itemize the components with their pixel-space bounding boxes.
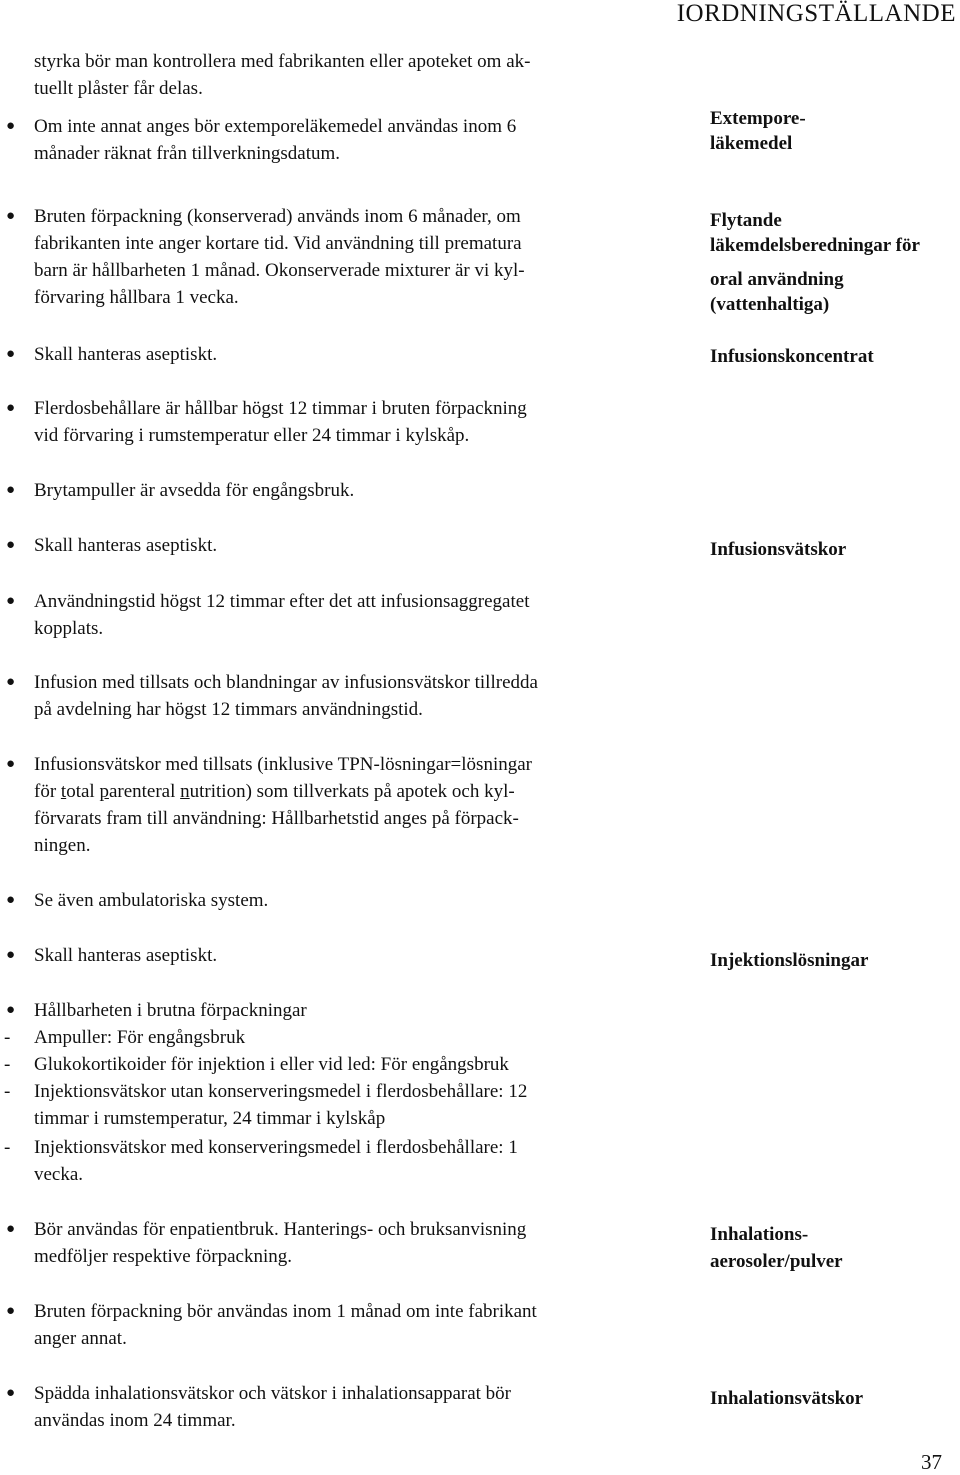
text-line: Spädda inhalationsvätskor och vätskor i inhalationsapparat bör [34, 1383, 511, 1404]
dash-icon: - [4, 1081, 11, 1102]
heading-line: läkemedel [710, 133, 793, 154]
text-line: ningen. [34, 835, 91, 856]
bullet-icon: ● [6, 1303, 16, 1319]
bullet-icon: ● [6, 208, 16, 224]
heading-line: Inhalations- [710, 1224, 809, 1245]
underlined-letter: t [60, 781, 67, 802]
text-line: Flerdosbehållare är hållbar högst 12 timmar i bruten förpackning [34, 398, 527, 419]
text-line: anger annat. [34, 1328, 127, 1349]
heading-line: aerosoler/pulver [710, 1251, 843, 1272]
dash-icon: - [4, 1054, 11, 1075]
bullet-item [34, 341, 594, 368]
dash-item [34, 1134, 594, 1188]
text-line: Hållbarheten i brutna förpackningar [34, 1000, 307, 1021]
heading-line: Inhalationsvätskor [710, 1388, 864, 1409]
bullet-item [34, 1298, 594, 1352]
text-line: Användningstid högst 12 timmar efter det att infusionsaggregatet [34, 591, 530, 612]
text-line: Skall hanteras aseptiskt. [34, 344, 218, 365]
bullet-icon: ● [6, 892, 16, 908]
underlined-letter: n [180, 781, 190, 802]
text-line: användas inom 24 timmar. [34, 1410, 236, 1431]
bullet-item [34, 1380, 594, 1434]
bullet-icon: ● [6, 1385, 16, 1401]
text-fragment: otal [66, 781, 100, 802]
underlined-letter: p [99, 781, 109, 802]
bullet-item [34, 751, 594, 859]
bullet-icon: ● [6, 593, 16, 609]
section-heading-inhalationsaerosoler [710, 1222, 960, 1274]
section-heading-extempore [710, 106, 960, 156]
text-line: förvarats fram till användning: Hållbarhetstid anges på förpack- [34, 808, 519, 829]
section-heading-inhalationsvatskor [710, 1386, 960, 1411]
dash-icon: - [4, 1027, 11, 1048]
text-line: på avdelning har högst 12 timmars användningstid. [34, 699, 423, 720]
dash-item [34, 1078, 594, 1132]
bullet-icon: ● [6, 947, 16, 963]
heading-line: Injektionslösningar [710, 950, 869, 971]
bullet-icon: ● [6, 674, 16, 690]
text-fragment: utrition) som tillverkats på apotek och kyl- [189, 781, 515, 802]
page-number: 37 [921, 1450, 942, 1474]
bullet-icon: ● [6, 346, 16, 362]
text-line: kopplats. [34, 618, 104, 639]
bullet-icon: ● [6, 1221, 16, 1237]
text-line: Skall hanteras aseptiskt. [34, 535, 218, 556]
text-line: Bruten förpackning (konserverad) används inom 6 månader, om [34, 206, 521, 227]
text-fragment: arenteral [108, 781, 181, 802]
bullet-item [34, 669, 594, 723]
text-line: Om inte annat anges bör extemporeläkemedel användas inom 6 [34, 116, 517, 137]
bullet-item [34, 113, 594, 167]
text-line: Brytampuller är avsedda för engångsbruk. [34, 480, 355, 501]
text-line: vecka. [34, 1164, 84, 1185]
dash-item [34, 1051, 594, 1078]
text-line: styrka bör man kontrollera med fabrikanten eller apoteket om ak- [34, 51, 531, 72]
heading-line: läkemdelsberedningar för [710, 235, 920, 256]
continuation-text [34, 48, 594, 102]
section-heading-flytande [710, 208, 960, 317]
section-heading-infusionskoncentrat [710, 344, 960, 369]
text-line: vid förvaring i rumstemperatur eller 24 timmar i kylskåp. [34, 425, 470, 446]
bullet-icon: ● [6, 537, 16, 553]
text-line: barn är hållbarheten 1 månad. Okonserverade mixturer är vi kyl- [34, 260, 525, 281]
heading-line: oral användning [710, 269, 844, 290]
bullet-icon: ● [6, 756, 16, 772]
text-line: förvaring hållbara 1 vecka. [34, 287, 239, 308]
text-line: Infusion med tillsats och blandningar av infusionsvätskor tillredda [34, 672, 538, 693]
text-line: tuellt plåster får delas. [34, 78, 203, 99]
text-line: Glukokortikoider för injektion i eller vid led: För engångsbruk [34, 1054, 509, 1075]
text-line: Skall hanteras aseptiskt. [34, 945, 218, 966]
text-line: Se även ambulatoriska system. [34, 890, 269, 911]
section-heading-injektionslosningar [710, 948, 960, 973]
bullet-icon: ● [6, 118, 16, 134]
bullet-item [34, 887, 594, 914]
bullet-icon: ● [6, 482, 16, 498]
heading-line: Infusionsvätskor [710, 539, 847, 560]
text-line: Infusionsvätskor med tillsats (inklusive TPN-lösningar=lösningar [34, 754, 532, 775]
dash-icon: - [4, 1137, 11, 1158]
bullet-icon: ● [6, 1002, 16, 1018]
text-line: Bör användas för enpatientbruk. Hanterings- och bruksanvisning [34, 1219, 527, 1240]
heading-line: Infusionskoncentrat [710, 346, 874, 367]
bullet-item [34, 203, 594, 311]
text-line: Injektionsvätskor utan konserveringsmedel i flerdosbehållare: 12 [34, 1081, 528, 1102]
dash-item [34, 1024, 594, 1051]
bullet-item [34, 532, 594, 559]
text-line: månader räknat från tillverkningsdatum. [34, 143, 341, 164]
heading-line: Extempore- [710, 108, 806, 129]
text-line: fabrikanten inte anger kortare tid. Vid användning till prematura [34, 233, 522, 254]
text-line: Injektionsvätskor med konserveringsmedel i flerdosbehållare: 1 [34, 1137, 518, 1158]
heading-line: Flytande [710, 210, 782, 231]
text-line: Ampuller: För engångsbruk [34, 1027, 246, 1048]
bullet-icon: ● [6, 400, 16, 416]
text-line [34, 778, 594, 805]
text-line: medföljer respektive förpackning. [34, 1246, 292, 1267]
text-line: Bruten förpackning bör användas inom 1 månad om inte fabrikant [34, 1301, 537, 1322]
section-heading-infusionsvatskor [710, 537, 960, 562]
bullet-item [34, 477, 594, 504]
bullet-item [34, 942, 594, 969]
bullet-item [34, 997, 594, 1024]
text-fragment: för [34, 781, 61, 802]
text-line: timmar i rumstemperatur, 24 timmar i kylskåp [34, 1108, 386, 1129]
page-header: IORDNINGSTÄLLANDE [676, 0, 956, 27]
bullet-item [34, 395, 594, 449]
bullet-item [34, 588, 594, 642]
heading-line: (vattenhaltiga) [710, 294, 830, 315]
bullet-item [34, 1216, 594, 1270]
